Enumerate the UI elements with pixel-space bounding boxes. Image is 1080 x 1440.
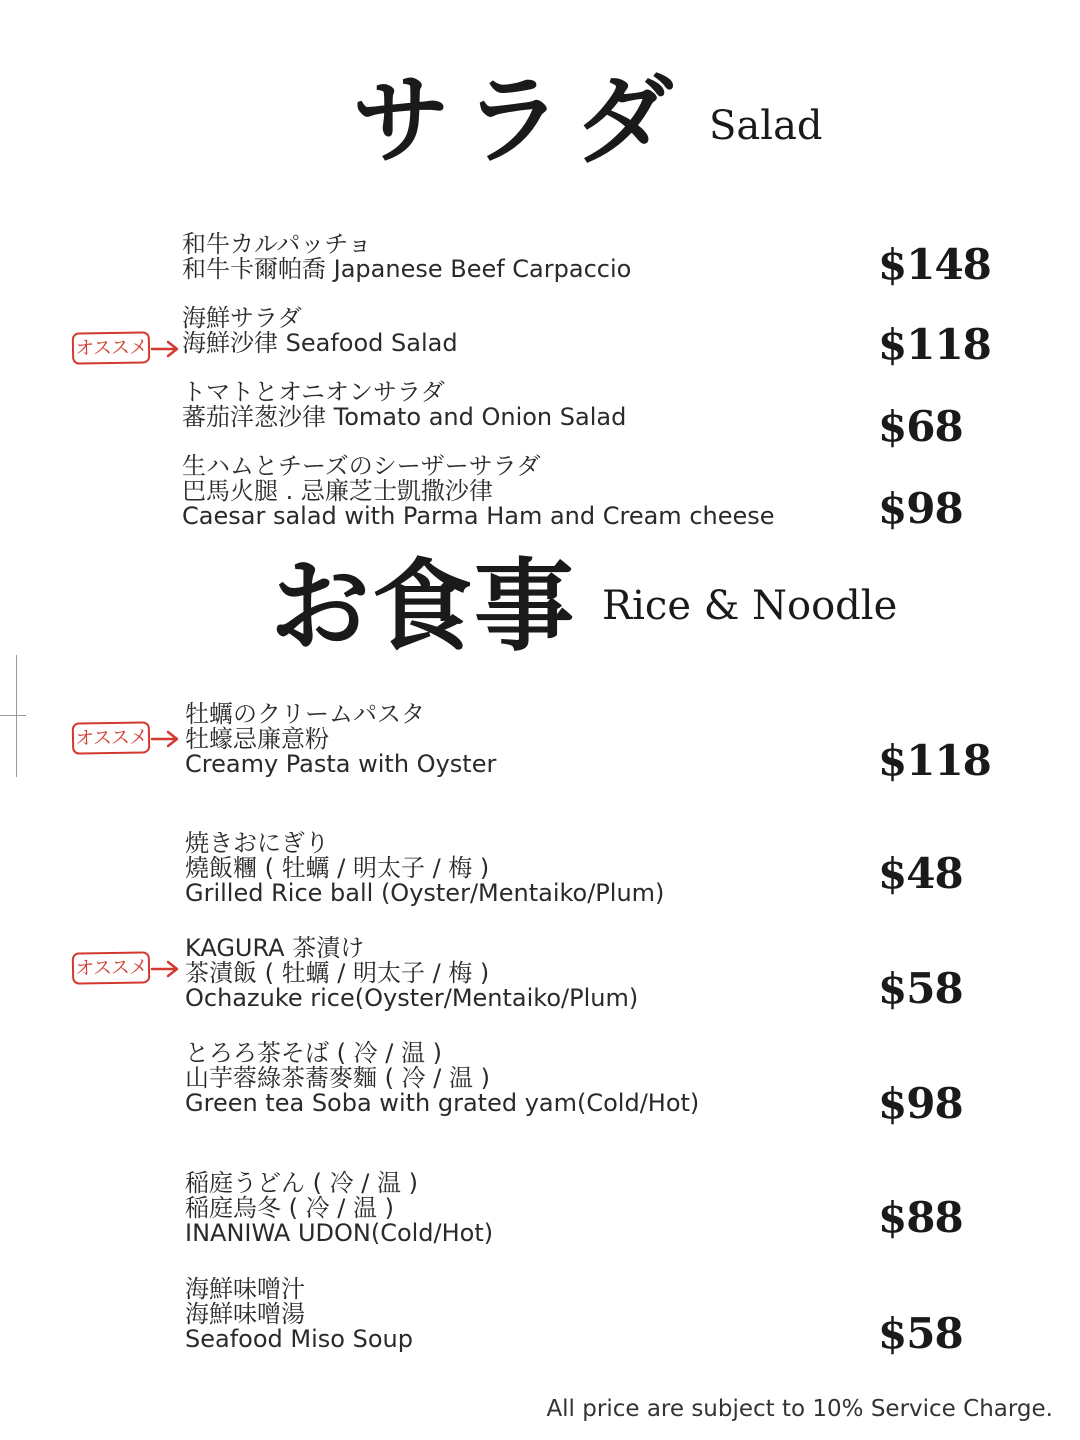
salad-section-title bbox=[352, 63, 823, 178]
item-line-zh: 牡蠔忌廉意粉 bbox=[185, 725, 329, 753]
item-price: $48 bbox=[878, 849, 963, 898]
recommend-stamp bbox=[72, 722, 180, 756]
item-description bbox=[182, 454, 775, 529]
item-description bbox=[185, 702, 496, 777]
item-line-jp: 焼きおにぎり bbox=[185, 829, 329, 857]
item-line-en: Ochazuke rice(Oyster/Mentaiko/Plum) bbox=[185, 984, 639, 1012]
item-line-en: 和牛卡爾帕喬 Japanese Beef Carpaccio bbox=[182, 255, 632, 283]
item-line-jp: 和牛カルパッチョ bbox=[182, 230, 372, 258]
item-price: $58 bbox=[878, 1309, 963, 1358]
recommend-label: オススメ bbox=[72, 331, 151, 364]
item-line-jp: 稲庭うどん ( 冷 / 温 ) bbox=[185, 1169, 418, 1197]
item-line-en: 海鮮沙律 Seafood Salad bbox=[182, 329, 458, 357]
arrow-right-icon bbox=[150, 726, 180, 752]
salad-title-jp: サラダ bbox=[352, 63, 688, 178]
item-price: $58 bbox=[878, 964, 963, 1013]
item-price: $68 bbox=[878, 402, 963, 451]
item-line-en: Grilled Rice ball (Oyster/Mentaiko/Plum) bbox=[185, 879, 665, 907]
item-line-jp: 牡蠣のクリームパスタ bbox=[185, 700, 425, 728]
item-line-en: Seafood Miso Soup bbox=[185, 1325, 413, 1353]
item-line-jp: トマトとオニオンサラダ bbox=[182, 378, 445, 406]
item-price: $118 bbox=[878, 736, 991, 785]
item-description bbox=[185, 1277, 413, 1352]
recommend-label: オススメ bbox=[72, 721, 151, 754]
recommend-stamp bbox=[72, 952, 180, 986]
item-price: $118 bbox=[878, 320, 991, 369]
item-line-zh: 燒飯糰 ( 牡蠣 / 明太子 / 梅 ) bbox=[185, 854, 490, 882]
item-line-zh: 山芋蓉綠茶蕎麥麵 ( 冷 / 温 ) bbox=[185, 1064, 490, 1092]
item-line-en: Caesar salad with Parma Ham and Cream cheese bbox=[182, 502, 775, 530]
salad-title-en: Salad bbox=[709, 103, 823, 149]
arrow-right-icon bbox=[150, 956, 180, 982]
item-description bbox=[185, 1041, 699, 1116]
item-line-zh: 海鮮味噌湯 bbox=[185, 1300, 305, 1328]
item-line-jp: KAGURA 茶漬け bbox=[185, 934, 365, 962]
item-line-jp: 海鮮サラダ bbox=[182, 304, 302, 332]
item-description bbox=[182, 232, 631, 282]
item-line-en: INANIWA UDON(Cold/Hot) bbox=[185, 1219, 494, 1247]
service-charge-note: All price are subject to 10% Service Charge. bbox=[546, 1396, 1053, 1422]
crop-mark-horizontal bbox=[0, 715, 26, 716]
item-line-en: 蕃茄洋葱沙律 Tomato and Onion Salad bbox=[182, 403, 627, 431]
item-line-jp: とろろ茶そば ( 冷 / 温 ) bbox=[185, 1039, 442, 1067]
recommend-stamp bbox=[72, 332, 180, 366]
item-line-zh: 巴馬火腿 . 忌廉芝士凱撒沙律 bbox=[182, 477, 493, 505]
item-description bbox=[182, 306, 458, 356]
item-price: $98 bbox=[878, 484, 963, 533]
item-line-zh: 稲庭烏冬 ( 冷 / 温 ) bbox=[185, 1194, 394, 1222]
item-description bbox=[185, 831, 664, 906]
item-description bbox=[182, 380, 626, 430]
item-price: $148 bbox=[878, 240, 991, 289]
item-description bbox=[185, 1171, 493, 1246]
item-price: $98 bbox=[878, 1079, 963, 1128]
item-description bbox=[185, 936, 638, 1011]
rice-title-en: Rice & Noodle bbox=[602, 583, 898, 629]
rice-title-jp: お食事 bbox=[270, 547, 576, 665]
arrow-right-icon bbox=[150, 336, 180, 362]
recommend-label: オススメ bbox=[72, 951, 151, 984]
crop-mark-vertical bbox=[16, 655, 17, 777]
item-line-jp: 海鮮味噌汁 bbox=[185, 1275, 305, 1303]
item-line-en: Creamy Pasta with Oyster bbox=[185, 750, 497, 778]
item-line-zh: 茶漬飯 ( 牡蠣 / 明太子 / 梅 ) bbox=[185, 959, 490, 987]
item-line-jp: 生ハムとチーズのシーザーサラダ bbox=[182, 452, 541, 480]
rice-section-title bbox=[270, 547, 898, 665]
item-price: $88 bbox=[878, 1193, 963, 1242]
item-line-en: Green tea Soba with grated yam(Cold/Hot) bbox=[185, 1089, 700, 1117]
